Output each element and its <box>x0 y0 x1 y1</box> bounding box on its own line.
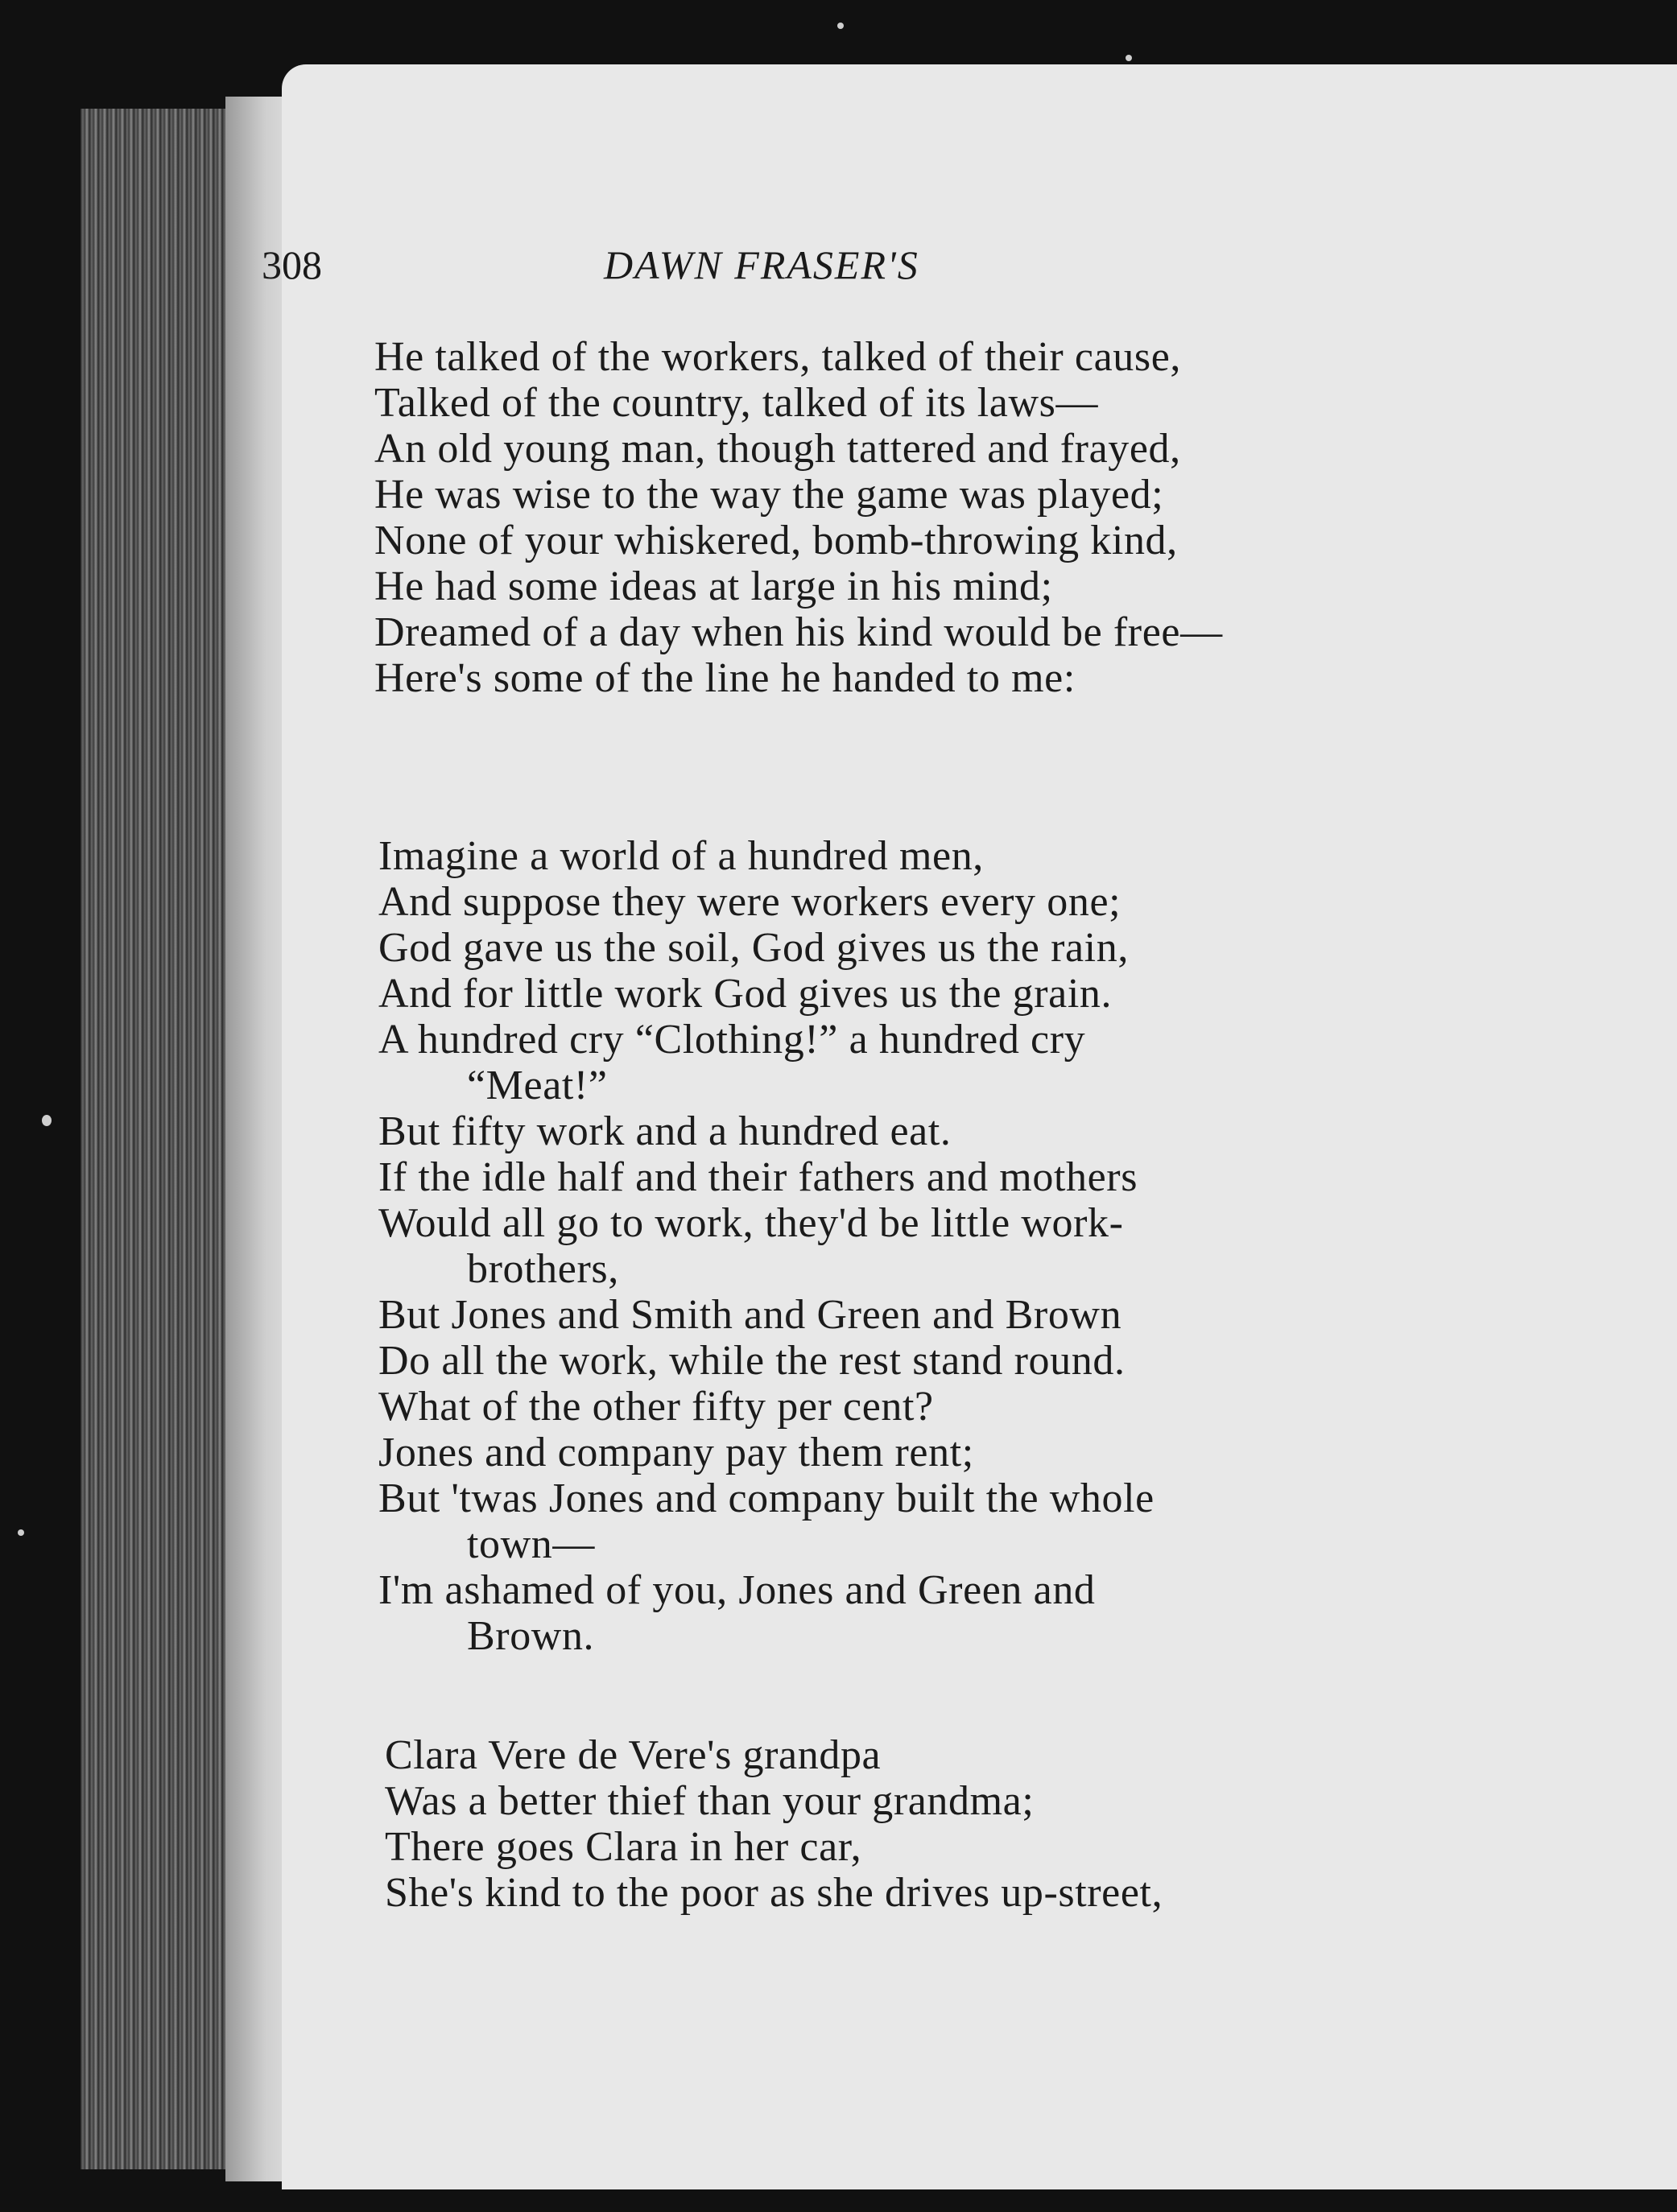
verse-line: But fifty work and a hundred eat. <box>378 1108 952 1154</box>
dust-speck <box>42 1115 52 1126</box>
verse-line: He talked of the workers, talked of their cause, <box>374 334 1181 380</box>
verse-line: God gave us the soil, God gives us the rain, <box>378 925 1129 971</box>
verse-line: But Jones and Smith and Green and Brown <box>378 1292 1122 1338</box>
verse-line: He had some ideas at large in his mind; <box>374 563 1053 609</box>
stanza-2 <box>378 833 1154 1659</box>
verse-line: But 'twas Jones and company built the whole <box>378 1475 1154 1521</box>
verse-line: He was wise to the way the game was played; <box>374 472 1164 518</box>
verse-line: Clara Vere de Vere's grandpa <box>385 1732 882 1778</box>
verse-line: Talked of the country, talked of its laws— <box>374 380 1099 426</box>
dust-speck <box>837 23 844 29</box>
verse-line-continuation: town— <box>467 1521 595 1567</box>
verse-line: What of the other fifty per cent? <box>378 1384 934 1430</box>
dust-speck <box>1126 55 1132 61</box>
verse-line: None of your whiskered, bomb-throwing kind, <box>374 518 1178 563</box>
verse-line: Was a better thief than your grandma; <box>385 1778 1035 1824</box>
verse-line: And suppose they were workers every one; <box>378 879 1121 925</box>
stanza-1 <box>374 334 1223 701</box>
verse-line: A hundred cry “Clothing!” a hundred cry <box>378 1017 1086 1063</box>
verse-line: She's kind to the poor as she drives up-street, <box>385 1870 1163 1916</box>
verse-line: Do all the work, while the rest stand round. <box>378 1338 1126 1384</box>
running-head: DAWN FRASER'S <box>604 242 919 287</box>
verse-line-continuation: brothers, <box>467 1246 619 1292</box>
verse-line: Imagine a world of a hundred men, <box>378 833 984 879</box>
verse-line: Dreamed of a day when his kind would be free— <box>374 609 1223 655</box>
verse-line: If the idle half and their fathers and mothers <box>378 1154 1138 1200</box>
verse-line: And for little work God gives us the grain. <box>378 971 1113 1017</box>
verse-line-continuation: “Meat!” <box>467 1063 608 1108</box>
verse-line: I'm ashamed of you, Jones and Green and <box>378 1567 1096 1613</box>
verse-line: An old young man, though tattered and frayed, <box>374 426 1181 472</box>
page-number: 308 <box>262 242 322 287</box>
verse-line: Would all go to work, they'd be little work- <box>378 1200 1124 1246</box>
dust-speck <box>18 1529 24 1536</box>
verse-line: Here's some of the line he handed to me: <box>374 655 1076 701</box>
verse-line: There goes Clara in her car, <box>385 1824 862 1870</box>
verse-line-continuation: Brown. <box>467 1613 595 1659</box>
stanza-3 <box>385 1732 1163 1916</box>
verse-line: Jones and company pay them rent; <box>378 1430 974 1475</box>
